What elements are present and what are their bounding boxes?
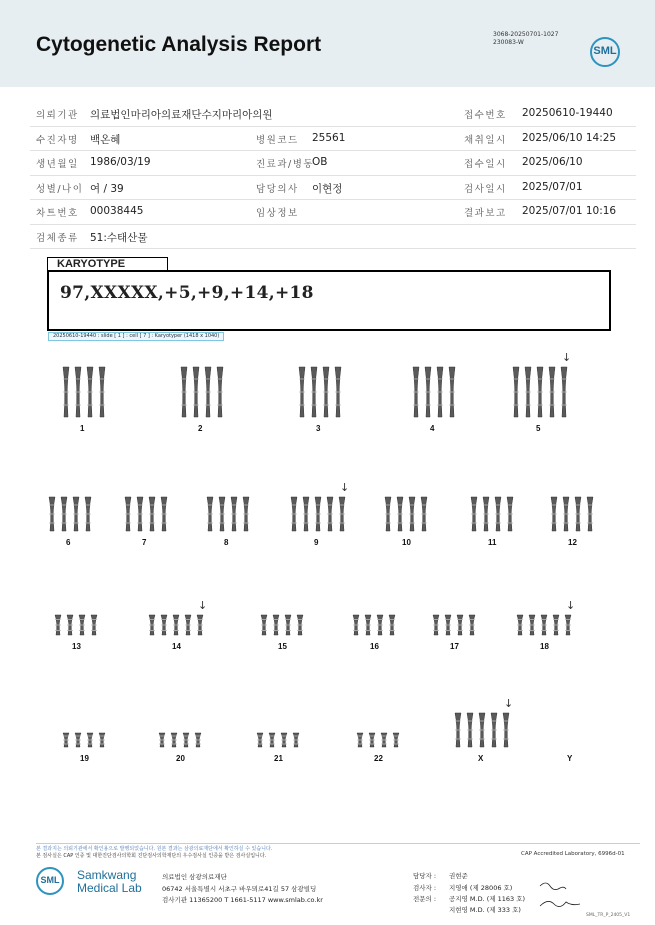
patient-info-table	[30, 102, 636, 249]
karyotype-value: 97,XXXXX,+5,+9,+14,+18	[60, 283, 314, 303]
chromosome-group-3	[296, 366, 344, 422]
chromosome-image-6	[46, 496, 94, 532]
info-value: 00038445	[90, 205, 144, 217]
chromosome-image-2	[178, 366, 226, 418]
chromosome-label-21: 21	[274, 754, 283, 763]
chromosome-label-Y: Y	[567, 754, 573, 763]
document-id-line2: 230083-W	[493, 39, 524, 46]
info-value: 이현정	[312, 182, 343, 195]
chromosome-label-6: 6	[66, 538, 71, 547]
info-label: 검사일시	[464, 183, 507, 195]
chromosome-label-16: 16	[370, 642, 379, 651]
chromosome-image-5	[510, 366, 570, 418]
chromosome-group-15	[258, 614, 306, 640]
samkwang-logo-icon	[36, 867, 64, 895]
lab-address-2: 06742 서울특별시 서초구 바우뫼로41길 57 삼광빌딩	[162, 885, 317, 893]
chromosome-label-2: 2	[198, 424, 203, 433]
chromosome-group-22	[354, 732, 402, 752]
chromosome-label-10: 10	[402, 538, 411, 547]
chromosome-group-14	[146, 614, 206, 640]
chromosome-label-7: 7	[142, 538, 147, 547]
chromosome-label-9: 9	[314, 538, 319, 547]
chromosome-image-14	[146, 614, 206, 636]
chromosome-group-16	[350, 614, 398, 640]
signature-2	[540, 901, 580, 906]
chromosome-image-18	[514, 614, 574, 636]
info-label: 수진자명	[36, 134, 79, 146]
signatures	[538, 878, 588, 912]
info-label: 채취일시	[464, 134, 507, 146]
info-row	[30, 151, 636, 176]
chromosome-label-8: 8	[224, 538, 229, 547]
chromosome-label-11: 11	[488, 538, 497, 547]
chromosome-image-20	[156, 732, 204, 748]
info-value: 51:수태산물	[90, 231, 148, 244]
staff-name: 지현영 M.D. (제 333 호)	[449, 906, 521, 914]
info-row	[30, 102, 636, 127]
info-value: 2025/06/10 14:25	[522, 131, 617, 144]
chromosome-group-18	[514, 614, 574, 640]
chromosome-label-15: 15	[278, 642, 287, 651]
staff-role: 검사자 :	[413, 884, 437, 892]
chromosome-image-10	[382, 496, 430, 532]
chromosome-group-10	[382, 496, 430, 536]
staff-role: 담당자 :	[413, 872, 437, 880]
chromosome-group-21	[254, 732, 302, 752]
chromosome-group-17	[430, 614, 478, 640]
chromosome-label-3: 3	[316, 424, 321, 433]
chromosome-image-9	[288, 496, 348, 532]
lab-name-line1: Samkwang	[77, 868, 137, 882]
info-row	[30, 176, 636, 201]
info-value: 2025/06/10	[522, 156, 583, 168]
chromosome-image-12	[548, 496, 596, 532]
info-label: 검체종류	[36, 232, 79, 244]
info-value: 여 / 39	[90, 182, 124, 195]
chromosome-label-19: 19	[80, 754, 89, 763]
samkwang-logo-text: SML	[40, 875, 60, 885]
chromosome-image-13	[52, 614, 100, 636]
karyogram-image	[0, 340, 655, 763]
info-value: 20250610-19440	[522, 107, 613, 119]
staff-name: 권현준	[449, 872, 468, 880]
chromosome-image-7	[122, 496, 170, 532]
chromosome-label-4: 4	[430, 424, 435, 433]
lab-address-1: 의료법인 삼광의료재단	[162, 873, 227, 881]
chromosome-group-5	[510, 366, 570, 422]
info-value: 25561	[312, 131, 346, 144]
chromosome-group-1	[60, 366, 108, 422]
lab-name-line2: Medical Lab	[77, 881, 142, 895]
chromosome-image-19	[60, 732, 108, 748]
chromosome-group-7	[122, 496, 170, 536]
info-label: 의뢰기관	[36, 110, 79, 121]
staff-name: 지영애 (제 28006 호)	[449, 884, 513, 892]
lab-name	[77, 869, 142, 895]
chromosome-image-3	[296, 366, 344, 418]
chromosome-group-X	[452, 712, 512, 752]
staff-role: 전문의 :	[413, 895, 437, 903]
sml-logo-icon	[590, 37, 620, 67]
karyotype-heading: KARYOTYPE	[47, 257, 168, 270]
chromosome-group-6	[46, 496, 94, 536]
chromosome-group-20	[156, 732, 204, 752]
chromosome-label-13: 13	[72, 642, 81, 651]
document-id-line1: 3068-20250701-1027	[493, 31, 559, 38]
extra-chromosome-arrow-icon: ↓	[566, 599, 576, 612]
info-value: 백온혜	[90, 133, 121, 146]
info-label: 결과보고	[464, 208, 507, 219]
info-label: 임상정보	[256, 208, 299, 219]
document-id	[493, 31, 558, 47]
chromosome-image-4	[410, 366, 458, 418]
extra-chromosome-arrow-icon: ↓	[504, 697, 514, 710]
sml-logo-text: SML	[593, 45, 617, 57]
chromosome-group-19	[60, 732, 108, 752]
chromosome-label-22: 22	[374, 754, 383, 763]
info-label: 병원코드	[256, 134, 299, 146]
chromosome-group-8	[204, 496, 252, 536]
lab-address-3: 검사기관 11365200 T 1661-5117 www.smlab.co.kr	[162, 896, 323, 904]
info-row	[30, 200, 636, 225]
info-value: 1986/03/19	[90, 156, 151, 168]
chromosome-label-18: 18	[540, 642, 549, 651]
footer-divider	[36, 843, 640, 844]
chromosome-image-11	[468, 496, 516, 532]
chromosome-label-5: 5	[536, 424, 541, 433]
chromosome-label-20: 20	[176, 754, 185, 763]
chromosome-group-12	[548, 496, 596, 536]
info-label: 차트번호	[36, 208, 79, 219]
chromosome-image-8	[204, 496, 252, 532]
signature-1	[540, 883, 566, 890]
footer-note-2: 본 검사실은 CAP 인증 및 대한진단검사의학회 진단검사의학재단의 우수검사실 인증을 받은 검사실입니다.	[36, 853, 267, 859]
info-row	[30, 127, 636, 152]
info-value: OB	[312, 156, 328, 168]
chromosome-label-X: X	[478, 754, 484, 763]
report-header	[0, 0, 655, 87]
info-value: 2025/07/01 10:16	[522, 205, 617, 217]
info-value: 2025/07/01	[522, 180, 583, 193]
chromosome-group-11	[468, 496, 516, 536]
extra-chromosome-arrow-icon: ↓	[340, 481, 350, 494]
chromosome-group-13	[52, 614, 100, 640]
info-label: 담당의사	[256, 183, 299, 195]
info-label: 성별/나이	[36, 183, 84, 195]
chromosome-image-X	[452, 712, 512, 748]
karyogram-image-label: 20250610-19440 : slide [ 1 ] : cell [ 7 ] : Karyotyper (1418 x 1040)	[48, 332, 224, 341]
chromosome-image-21	[254, 732, 302, 748]
chromosome-label-14: 14	[172, 642, 181, 651]
karyotype-result-box	[47, 270, 611, 331]
report-title: Cytogenetic Analysis Report	[36, 33, 322, 56]
chromosome-image-16	[350, 614, 398, 636]
info-label: 접수번호	[464, 110, 507, 121]
chromosome-group-4	[410, 366, 458, 422]
info-row	[30, 225, 636, 250]
chromosome-group-9	[288, 496, 348, 536]
info-label: 생년월일	[36, 159, 79, 170]
chromosome-label-1: 1	[80, 424, 85, 433]
chromosome-image-15	[258, 614, 306, 636]
chromosome-label-12: 12	[568, 538, 577, 547]
info-label: 진료과/병동	[256, 159, 315, 170]
chromosome-label-17: 17	[450, 642, 459, 651]
chromosome-image-1	[60, 366, 108, 418]
info-label: 접수일시	[464, 159, 507, 170]
footer-note-1: 본 결과지는 의뢰기관에서 확인용으로 발행되었습니다. 원본 결과는 삼광의료재단에서 확인하실 수 있습니다.	[36, 846, 273, 852]
chromosome-image-17	[430, 614, 478, 636]
cap-accreditation: CAP Accredited Laboratory, 6996d-01	[521, 851, 625, 857]
extra-chromosome-arrow-icon: ↓	[562, 351, 572, 364]
extra-chromosome-arrow-icon: ↓	[198, 599, 208, 612]
chromosome-group-2	[178, 366, 226, 422]
version-code: SML_TR_P_2405_V1	[586, 913, 631, 918]
chromosome-image-22	[354, 732, 402, 748]
info-value: 의료법인마리아의료재단수지마리아의원	[90, 109, 273, 121]
staff-name: 공지영 M.D. (제 1163 호)	[449, 895, 526, 903]
